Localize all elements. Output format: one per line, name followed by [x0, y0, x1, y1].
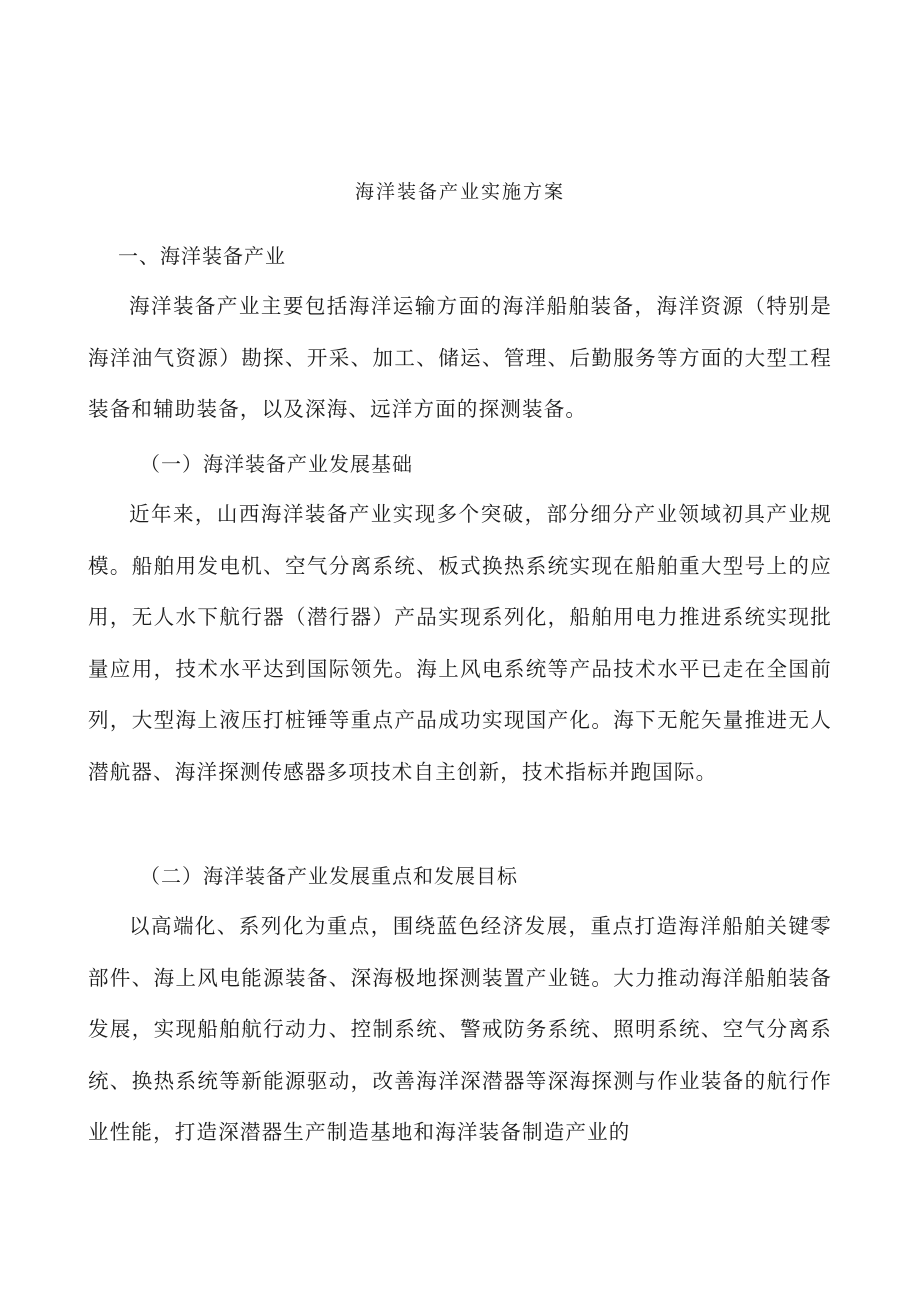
subsection-heading-2: （二）海洋装备产业发展重点和发展目标 [140, 864, 518, 888]
section-1-paragraph: 海洋装备产业主要包括海洋运输方面的海洋船舶装备，海洋资源（特别是海洋油气资源）勘探、开采、加工、储运、管理、后勤服务等方面的大型工程装备和辅助装备，以及深海、远洋方面的探测装备。 [88, 294, 832, 421]
subsection-heading-1: （一）海洋装备产业发展基础 [140, 452, 413, 476]
section-heading-1: 一、海洋装备产业 [118, 244, 286, 268]
document-title: 海洋装备产业实施方案 [354, 181, 565, 203]
subsection-1-paragraph: 近年来，山西海洋装备产业实现多个突破，部分细分产业领域初具产业规模。船舶用发电机、空气分离系统、板式换热系统实现在船舶重大型号上的应用，无人水下航行器（潜行器）产品实现系列化，船舶用电力推进系统实现批量应用，技术水平达到国际领先。海上风电系统等产品技术水平已走在全国前列，大型海上液压打桩锤等重点产品成功实现国产化。海下无舵矢量推进无人潜航器、海洋探测传感器多项技术自主创新，技术指标并跑国际。 [88, 502, 832, 784]
subsection-2-paragraph: 以高端化、系列化为重点，围绕蓝色经济发展，重点打造海洋船舶关键零部件、海上风电能源装备、深海极地探测装置产业链。大力推动海洋船舶装备发展，实现船舶航行动力、控制系统、警戒防务系统、照明系统、空气分离系统、换热系统等新能源驱动，改善海洋深潜器等深海探测与作业装备的航行作业性能，打造深潜器生产制造基地和海洋装备制造产业的 [88, 914, 832, 1144]
